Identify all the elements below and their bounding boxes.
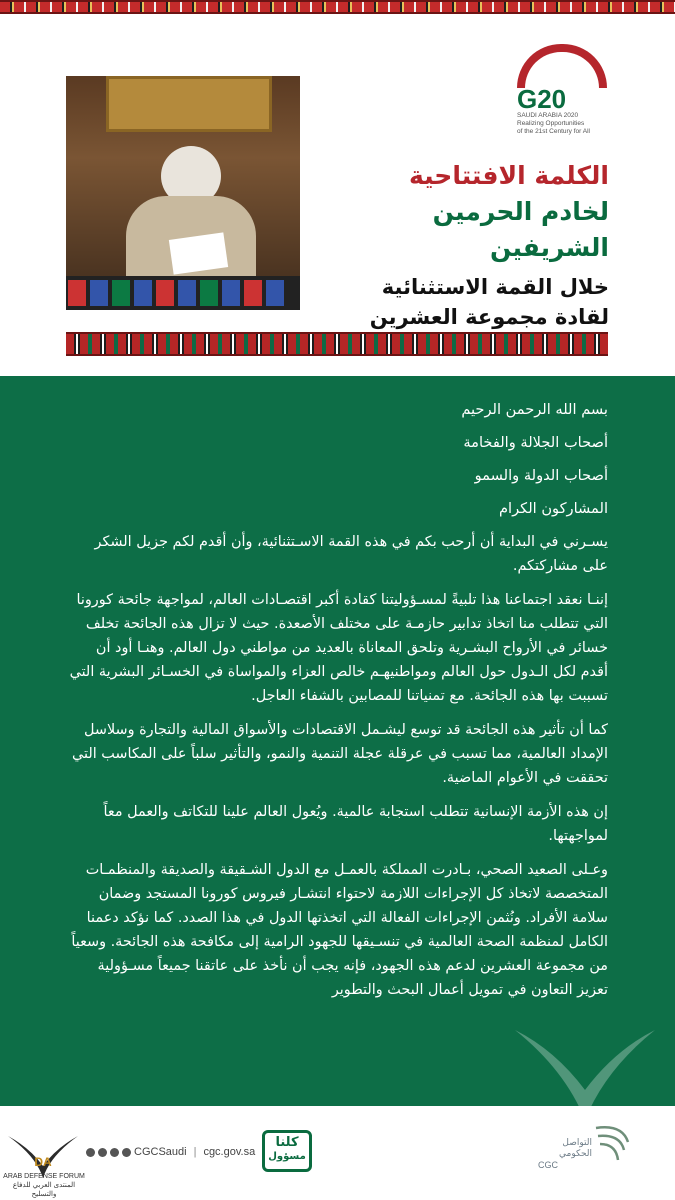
title-line2: لخادم الحرمين الشريفين — [432, 197, 609, 262]
youtube-icon[interactable] — [110, 1148, 119, 1157]
king-speech-photo — [66, 76, 300, 310]
ada-name-en: ARAB DEFENSE FORUM — [3, 1173, 85, 1180]
social-handle[interactable]: CGCSaudi — [134, 1146, 187, 1158]
speech-paragraph: إننـا نعقد اجتماعنا هذا تلبيةً لمسـؤوليتنا كقادة أكبر اقتصـادات العالم، لمواجهة جائحة كورونا التي تتطلب منا اتخاذ تدابير حازمـة على مختلف الأصعدة. حيث لا تزال هذه الجائحة تخلف خسائر في الأرواح البشـرية وتلحق المعاناة بالعديد من مواطني دول العالم. وهنـا أود أن أقدم لكل الـدول حول العالم ومواطنيهـم خالص العزاء والمواساة في الخسـائر البشرية التي تسببت بها هذه الجائحة. مع تمنياتنا للمصابين بالشفاء العاجل. — [69, 592, 608, 704]
g20-logo-line1: SAUDI ARABIA 2020 — [517, 112, 579, 119]
kulna-masool-logo — [262, 1130, 312, 1172]
instagram-icon[interactable] — [122, 1148, 131, 1157]
title-line1: الكلمة الافتتاحية — [408, 161, 609, 190]
separator: | — [193, 1146, 197, 1158]
snapchat-icon[interactable] — [98, 1148, 107, 1157]
ada-name-ar: المنتدى العربي للدفاع والتسليح — [12, 1182, 76, 1198]
g20-arc-icon — [517, 44, 607, 88]
cgc-line2: الحكومي — [559, 1149, 592, 1159]
speech-text — [66, 398, 608, 1012]
subtitle-line2: لقادة مجموعة العشرين — [369, 305, 609, 329]
photo-frame-decoration — [106, 76, 272, 132]
speech-paragraph: إن هذه الأزمة الإنسانية تتطلب استجابة عالمية. ويُعول العالم علينا للتكاتف والعمل معاً لمواجهتها. — [103, 804, 608, 844]
greeting-line: أصحاب الجلالة والفخامة — [463, 434, 608, 451]
middle-pattern-band — [66, 332, 608, 356]
cgc-abbr: CGC — [538, 1160, 558, 1170]
g20-logo — [517, 44, 609, 136]
cgc-line1: التواصل — [562, 1138, 592, 1148]
facebook-icon[interactable] — [86, 1148, 95, 1157]
subtitle-line1: خلال القمة الاستثنائية — [381, 275, 609, 299]
g20-logo-word: G20 — [517, 84, 567, 114]
g20-logo-line3: of the 21st Century for All — [517, 128, 590, 135]
cgc-swirl-icon — [592, 1122, 632, 1166]
g20-logo-line2: Realizing Opportunities — [517, 120, 585, 127]
kulna-line1: كلنا — [275, 1135, 299, 1150]
kulna-line2: مسؤول — [268, 1151, 306, 1162]
speech-paragraph: وعـلى الصعيد الصحي، بـادرت المملكة بالعمـل مع الدول الشـقيقة والصديقة والمنظمـات المتخصصة لاتخاذ كل الإجراءات اللازمة لاحتواء انتشـار فيروس كورونا المستجد وضمان سلامة الأفراد. ونُثمن الإجراءات الفعالة التي اتخذتها الدول في هذا الصدد. كما نؤكد دعمنا الكامل لمنظمة الصحة العالمية في تنسـيقها للجهود الرامية إلى مكافحة هذه الجائحة. وسعياً من مجموعة العشرين لدعم هذه الجهود، فإنه يجب أن نأخذ على عاتقنا جميعاً مسـؤولية تعزيز التعاون في تمويل أعمال البحث والتطوير — [71, 862, 608, 998]
speech-paragraph: يسـرني في البداية أن أرحب بكم في هذه القمة الاسـتثنائية، وأن أقدم لكم جزيل الشكر على مشاركتكم. — [94, 534, 608, 574]
ada-initials: DA — [34, 1155, 52, 1169]
greeting-line: بسم الله الرحمن الرحيم — [461, 401, 608, 418]
greeting-line: المشاركون الكرام — [499, 500, 608, 517]
social-links — [86, 1146, 255, 1158]
greeting-line: أصحاب الدولة والسمو — [474, 467, 608, 484]
speech-paragraph: كما أن تأثير هذه الجائحة قد توسع ليشـمل الاقتصادات والأسواق المالية والتجارة وسلاسل الإمداد العالمية، مما تسبب في عرقلة عجلة التنمية والنمو، والتأثير سلباً على المكاسب التي تحققت في الأعوام الماضية. — [71, 722, 608, 786]
ada-forum-name — [2, 1172, 86, 1199]
website-link[interactable]: cgc.gov.sa — [203, 1146, 256, 1158]
title-block — [319, 158, 609, 332]
top-pattern-band — [0, 0, 675, 14]
photo-video-strip — [66, 276, 300, 310]
cgc-logo-text — [538, 1138, 592, 1171]
